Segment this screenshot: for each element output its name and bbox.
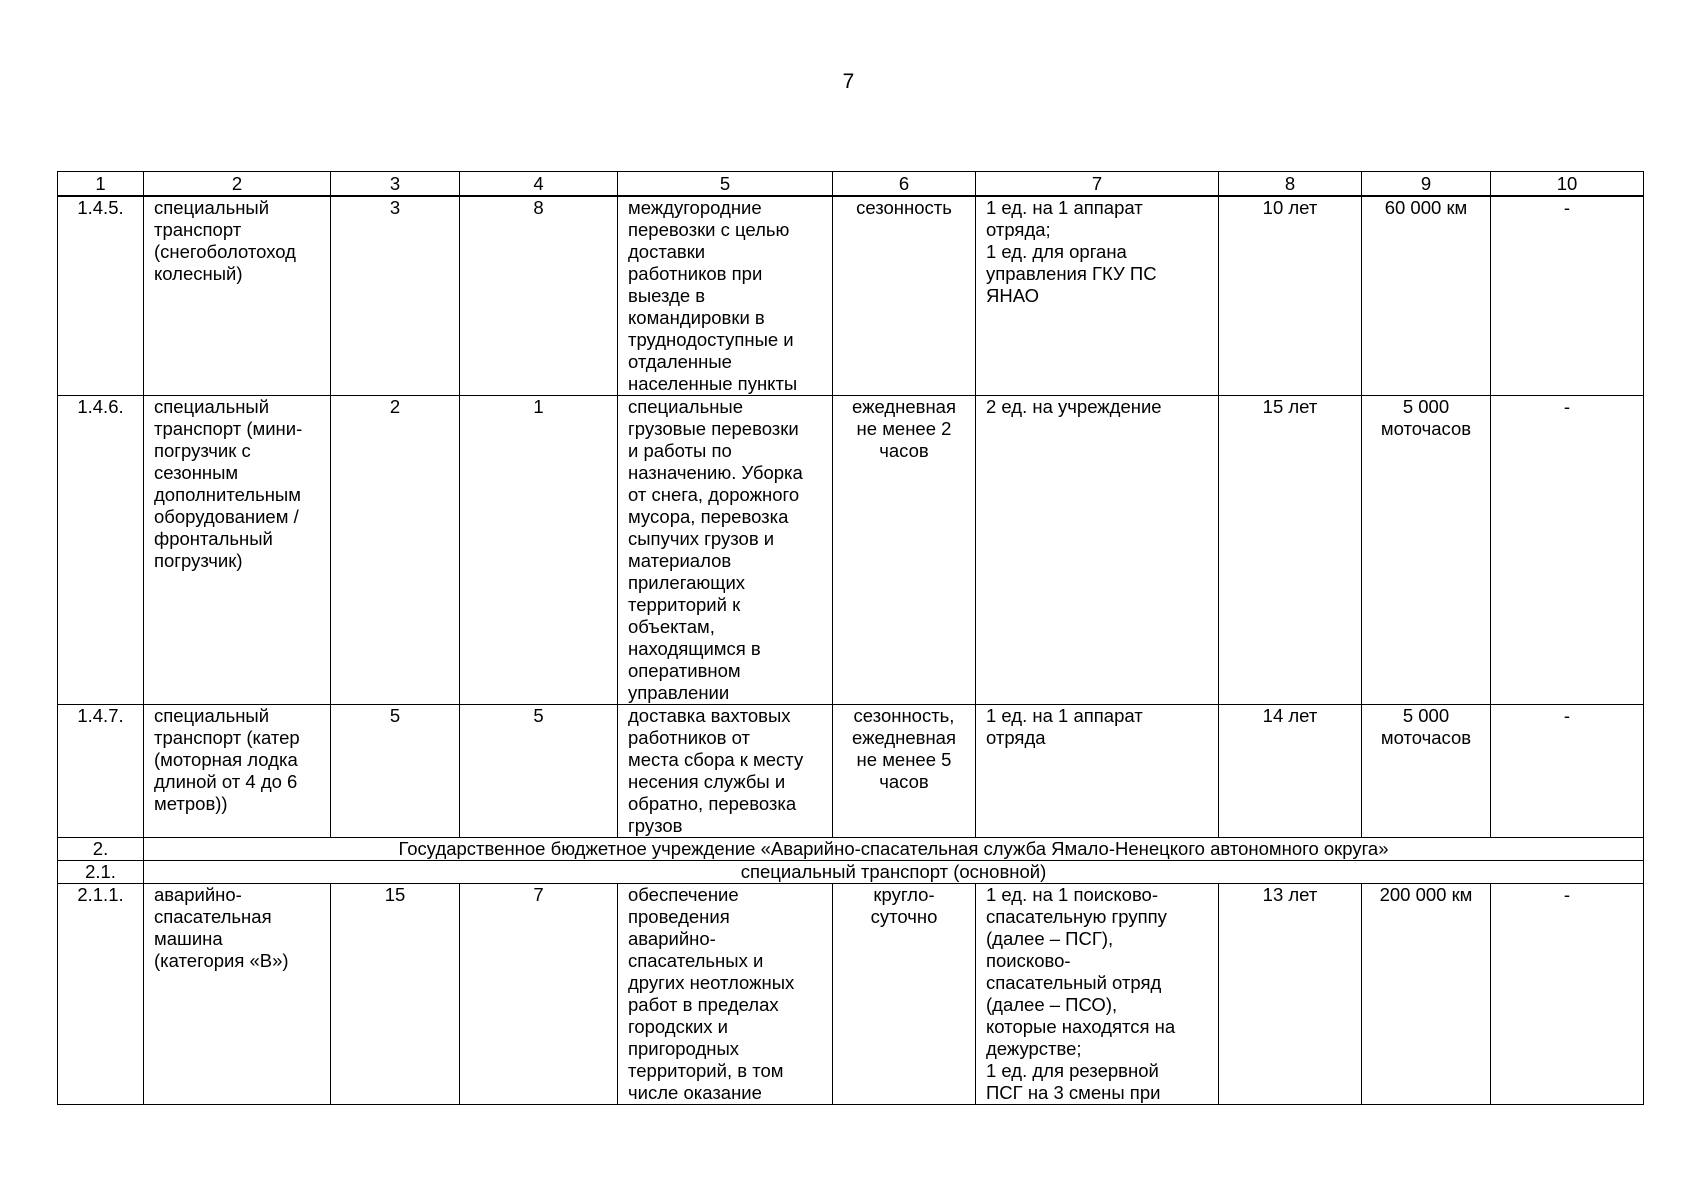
col-4-value: 7 [460, 884, 618, 1105]
col-4-value: 8 [460, 196, 618, 396]
usage-mode: кругло- суточно [833, 884, 976, 1105]
table-header-row [58, 172, 1644, 197]
header-cell: 1 [58, 172, 144, 197]
col-3-value: 2 [331, 396, 460, 705]
header-cell: 10 [1491, 172, 1644, 197]
table-row [58, 705, 1644, 838]
service-life: 14 лет [1219, 705, 1362, 838]
allocation-table [57, 171, 1644, 1105]
col-3-value: 15 [331, 884, 460, 1105]
col-10-value: - [1491, 396, 1644, 705]
header-cell: 8 [1219, 172, 1362, 197]
usage-mode: сезонность, ежедневная не менее 5 часов [833, 705, 976, 838]
vehicle-type: специальный транспорт (мини- погрузчик с сезонным дополнительным оборудованием / фронтальный погрузчик) [144, 396, 331, 705]
service-life: 10 лет [1219, 196, 1362, 396]
col-10-value: - [1491, 196, 1644, 396]
mileage: 60 000 км [1362, 196, 1491, 396]
allocation-norm: 2 ед. на учреждение [976, 396, 1219, 705]
subsection-number: 2.1. [58, 861, 144, 884]
table-row [58, 884, 1644, 1105]
header-cell: 2 [144, 172, 331, 197]
mileage: 5 000 моточасов [1362, 396, 1491, 705]
col-10-value: - [1491, 705, 1644, 838]
purpose: доставка вахтовых работников от места сбора к месту несения службы и обратно, перевозка грузов [618, 705, 833, 838]
row-number: 1.4.6. [58, 396, 144, 705]
col-4-value: 1 [460, 396, 618, 705]
header-cell: 6 [833, 172, 976, 197]
header-cell: 3 [331, 172, 460, 197]
vehicle-type: специальный транспорт (снегоболотоход колесный) [144, 196, 331, 396]
col-4-value: 5 [460, 705, 618, 838]
header-cell: 4 [460, 172, 618, 197]
col-3-value: 5 [331, 705, 460, 838]
row-number: 1.4.5. [58, 196, 144, 396]
header-cell: 5 [618, 172, 833, 197]
col-3-value: 3 [331, 196, 460, 396]
table-row [58, 196, 1644, 396]
page-number: 7 [842, 70, 855, 93]
row-number: 2.1.1. [58, 884, 144, 1105]
mileage: 200 000 км [1362, 884, 1491, 1105]
subsection-title: специальный транспорт (основной) [144, 861, 1644, 884]
section-number: 2. [58, 838, 144, 861]
section-row [58, 838, 1644, 861]
usage-mode: ежедневная не менее 2 часов [833, 396, 976, 705]
service-life: 15 лет [1219, 396, 1362, 705]
header-cell: 9 [1362, 172, 1491, 197]
mileage: 5 000 моточасов [1362, 705, 1491, 838]
vehicle-type: специальный транспорт (катер (моторная лодка длиной от 4 до 6 метров)) [144, 705, 331, 838]
table-row [58, 396, 1644, 705]
subsection-row [58, 861, 1644, 884]
usage-mode: сезонность [833, 196, 976, 396]
vehicle-type: аварийно- спасательная машина (категория «В») [144, 884, 331, 1105]
allocation-norm: 1 ед. на 1 аппарат отряда [976, 705, 1219, 838]
allocation-norm: 1 ед. на 1 аппарат отряда; 1 ед. для органа управления ГКУ ПС ЯНАО [976, 196, 1219, 396]
allocation-norm: 1 ед. на 1 поисково- спасательную группу (далее – ПСГ), поисково- спасательный отряд (далее – ПСО), которые находятся на дежурстве; 1 ед. для резервной ПСГ на 3 смены при [976, 884, 1219, 1105]
section-title: Государственное бюджетное учреждение «Аварийно-спасательная служба Ямало-Ненецкого автономного округа» [144, 838, 1644, 861]
purpose: обеспечение проведения аварийно- спасательных и других неотложных работ в пределах городских и пригородных территорий, в том числе оказание [618, 884, 833, 1105]
purpose: междугородние перевозки с целью доставки работников при выезде в командировки в труднодоступные и отдаленные населенные пункты [618, 196, 833, 396]
col-10-value: - [1491, 884, 1644, 1105]
row-number: 1.4.7. [58, 705, 144, 838]
service-life: 13 лет [1219, 884, 1362, 1105]
purpose: специальные грузовые перевозки и работы по назначению. Уборка от снега, дорожного мусора, перевозка сыпучих грузов и материалов прилегающих территорий к объектам, находящимся в оперативном управлении [618, 396, 833, 705]
header-cell: 7 [976, 172, 1219, 197]
